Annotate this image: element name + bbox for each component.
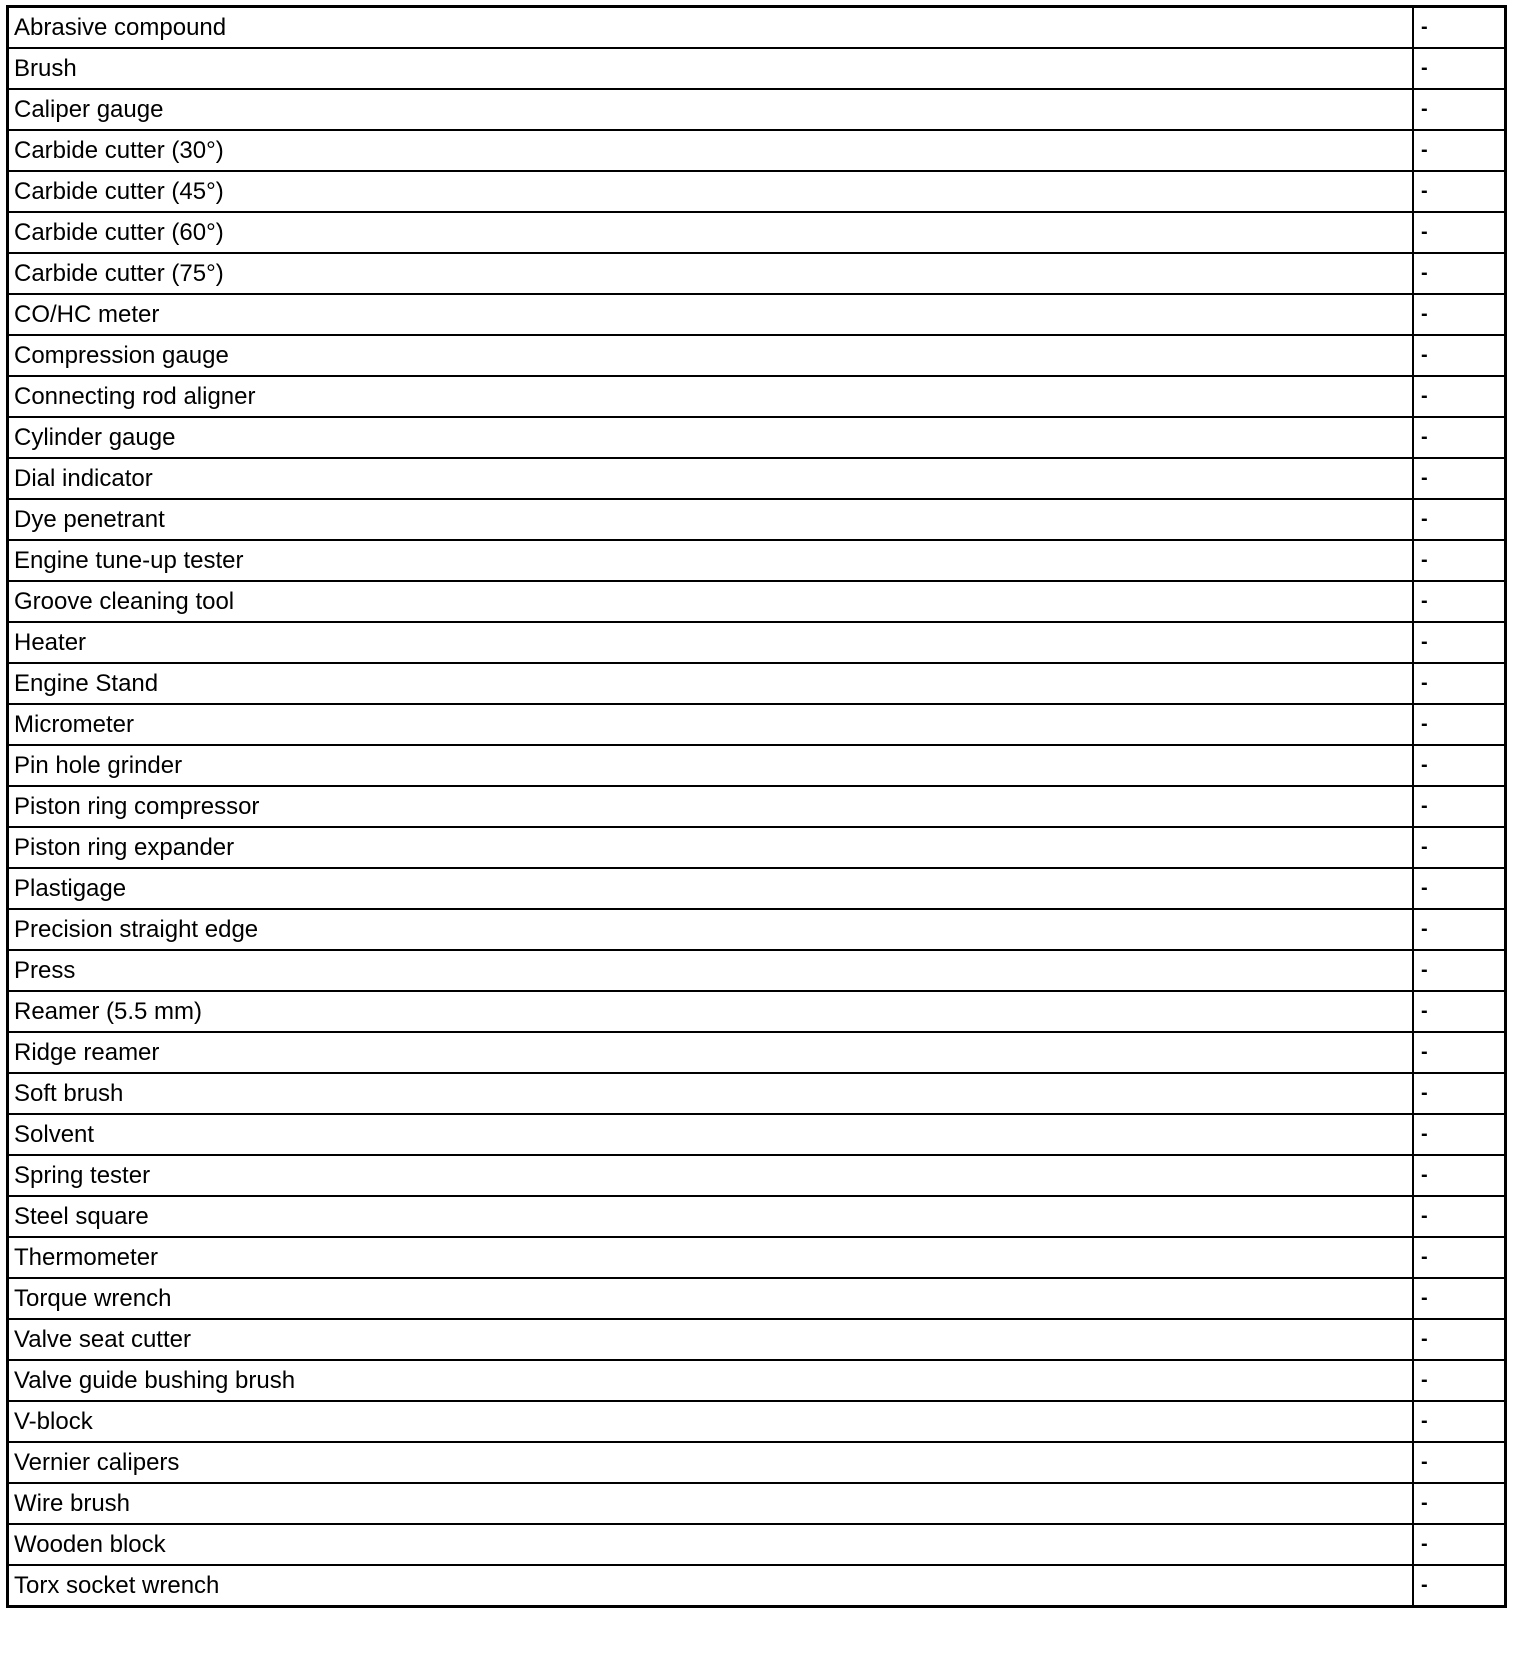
tool-value-cell: -: [1413, 171, 1506, 212]
table-row: [8, 212, 1506, 253]
tool-table: [6, 5, 1507, 1608]
tool-value-cell: -: [1413, 950, 1506, 991]
tool-value-cell: -: [1413, 540, 1506, 581]
tool-value-cell: -: [1413, 294, 1506, 335]
tool-name-cell: Dial indicator: [8, 458, 1414, 499]
tool-value-cell: -: [1413, 1401, 1506, 1442]
tool-value-cell: -: [1413, 1073, 1506, 1114]
tool-name-cell: Soft brush: [8, 1073, 1414, 1114]
table-row: [8, 1442, 1506, 1483]
tool-value-cell: -: [1413, 376, 1506, 417]
table-row: [8, 663, 1506, 704]
tool-value-cell: -: [1413, 335, 1506, 376]
tool-name-cell: Engine tune-up tester: [8, 540, 1414, 581]
table-row: [8, 1524, 1506, 1565]
table-row: [8, 581, 1506, 622]
tool-name-cell: Spring tester: [8, 1155, 1414, 1196]
table-row: [8, 1237, 1506, 1278]
tool-value-cell: -: [1413, 1319, 1506, 1360]
table-row: [8, 1401, 1506, 1442]
table-row: [8, 827, 1506, 868]
tool-name-cell: Carbide cutter (45°): [8, 171, 1414, 212]
table-row: [8, 1073, 1506, 1114]
tool-value-cell: -: [1413, 130, 1506, 171]
tool-value-cell: -: [1413, 7, 1506, 49]
tool-value-cell: -: [1413, 1032, 1506, 1073]
tool-name-cell: Solvent: [8, 1114, 1414, 1155]
tool-name-cell: Torx socket wrench: [8, 1565, 1414, 1607]
tool-name-cell: Wooden block: [8, 1524, 1414, 1565]
tool-name-cell: Compression gauge: [8, 335, 1414, 376]
table-row: [8, 294, 1506, 335]
tool-name-cell: Carbide cutter (75°): [8, 253, 1414, 294]
table-row: [8, 48, 1506, 89]
tool-name-cell: Press: [8, 950, 1414, 991]
tool-value-cell: -: [1413, 991, 1506, 1032]
tool-name-cell: Ridge reamer: [8, 1032, 1414, 1073]
tool-name-cell: Valve seat cutter: [8, 1319, 1414, 1360]
table-row: [8, 335, 1506, 376]
tool-value-cell: -: [1413, 909, 1506, 950]
tool-name-cell: Groove cleaning tool: [8, 581, 1414, 622]
table-row: [8, 1319, 1506, 1360]
table-row: [8, 1483, 1506, 1524]
table-row: [8, 89, 1506, 130]
table-row: [8, 745, 1506, 786]
table-row: [8, 1196, 1506, 1237]
tool-value-cell: -: [1413, 212, 1506, 253]
tool-value-cell: -: [1413, 1565, 1506, 1607]
tool-value-cell: -: [1413, 1237, 1506, 1278]
tool-value-cell: -: [1413, 1524, 1506, 1565]
table-row: [8, 7, 1506, 49]
table-row: [8, 499, 1506, 540]
tool-name-cell: CO/HC meter: [8, 294, 1414, 335]
tool-name-cell: Brush: [8, 48, 1414, 89]
table-row: [8, 1565, 1506, 1607]
tool-name-cell: V-block: [8, 1401, 1414, 1442]
tool-value-cell: -: [1413, 1196, 1506, 1237]
tool-name-cell: Abrasive compound: [8, 7, 1414, 49]
tool-table-body: [8, 7, 1506, 1607]
tool-name-cell: Micrometer: [8, 704, 1414, 745]
tool-value-cell: -: [1413, 417, 1506, 458]
tool-name-cell: Valve guide bushing brush: [8, 1360, 1414, 1401]
tool-value-cell: -: [1413, 1442, 1506, 1483]
tool-name-cell: Carbide cutter (60°): [8, 212, 1414, 253]
table-row: [8, 950, 1506, 991]
table-row: [8, 1114, 1506, 1155]
tool-name-cell: Heater: [8, 622, 1414, 663]
tool-value-cell: -: [1413, 745, 1506, 786]
tool-value-cell: -: [1413, 458, 1506, 499]
table-row: [8, 1155, 1506, 1196]
tool-name-cell: Plastigage: [8, 868, 1414, 909]
table-row: [8, 1360, 1506, 1401]
tool-name-cell: Steel square: [8, 1196, 1414, 1237]
table-row: [8, 171, 1506, 212]
tool-value-cell: -: [1413, 499, 1506, 540]
tool-value-cell: -: [1413, 1278, 1506, 1319]
tool-name-cell: Carbide cutter (30°): [8, 130, 1414, 171]
tool-value-cell: -: [1413, 48, 1506, 89]
tool-name-cell: Connecting rod aligner: [8, 376, 1414, 417]
tool-value-cell: -: [1413, 663, 1506, 704]
tool-name-cell: Caliper gauge: [8, 89, 1414, 130]
tool-value-cell: -: [1413, 827, 1506, 868]
table-row: [8, 1278, 1506, 1319]
table-row: [8, 786, 1506, 827]
table-row: [8, 1032, 1506, 1073]
table-row: [8, 130, 1506, 171]
tool-name-cell: Thermometer: [8, 1237, 1414, 1278]
table-row: [8, 253, 1506, 294]
tool-value-cell: -: [1413, 622, 1506, 663]
table-row: [8, 540, 1506, 581]
tool-value-cell: -: [1413, 1483, 1506, 1524]
tool-value-cell: -: [1413, 786, 1506, 827]
tool-name-cell: Piston ring expander: [8, 827, 1414, 868]
table-row: [8, 622, 1506, 663]
tool-value-cell: -: [1413, 1360, 1506, 1401]
tool-name-cell: Piston ring compressor: [8, 786, 1414, 827]
tool-name-cell: Reamer (5.5 mm): [8, 991, 1414, 1032]
tool-value-cell: -: [1413, 868, 1506, 909]
tool-name-cell: Torque wrench: [8, 1278, 1414, 1319]
tool-name-cell: Engine Stand: [8, 663, 1414, 704]
tool-value-cell: -: [1413, 253, 1506, 294]
tool-name-cell: Dye penetrant: [8, 499, 1414, 540]
tool-name-cell: Vernier calipers: [8, 1442, 1414, 1483]
tool-name-cell: Precision straight edge: [8, 909, 1414, 950]
table-row: [8, 417, 1506, 458]
table-row: [8, 458, 1506, 499]
tool-name-cell: Pin hole grinder: [8, 745, 1414, 786]
table-row: [8, 868, 1506, 909]
table-row: [8, 909, 1506, 950]
tool-name-cell: Cylinder gauge: [8, 417, 1414, 458]
tool-value-cell: -: [1413, 704, 1506, 745]
tool-name-cell: Wire brush: [8, 1483, 1414, 1524]
tool-value-cell: -: [1413, 581, 1506, 622]
table-row: [8, 991, 1506, 1032]
tool-value-cell: -: [1413, 1155, 1506, 1196]
table-row: [8, 376, 1506, 417]
tool-value-cell: -: [1413, 89, 1506, 130]
table-row: [8, 704, 1506, 745]
tool-value-cell: -: [1413, 1114, 1506, 1155]
